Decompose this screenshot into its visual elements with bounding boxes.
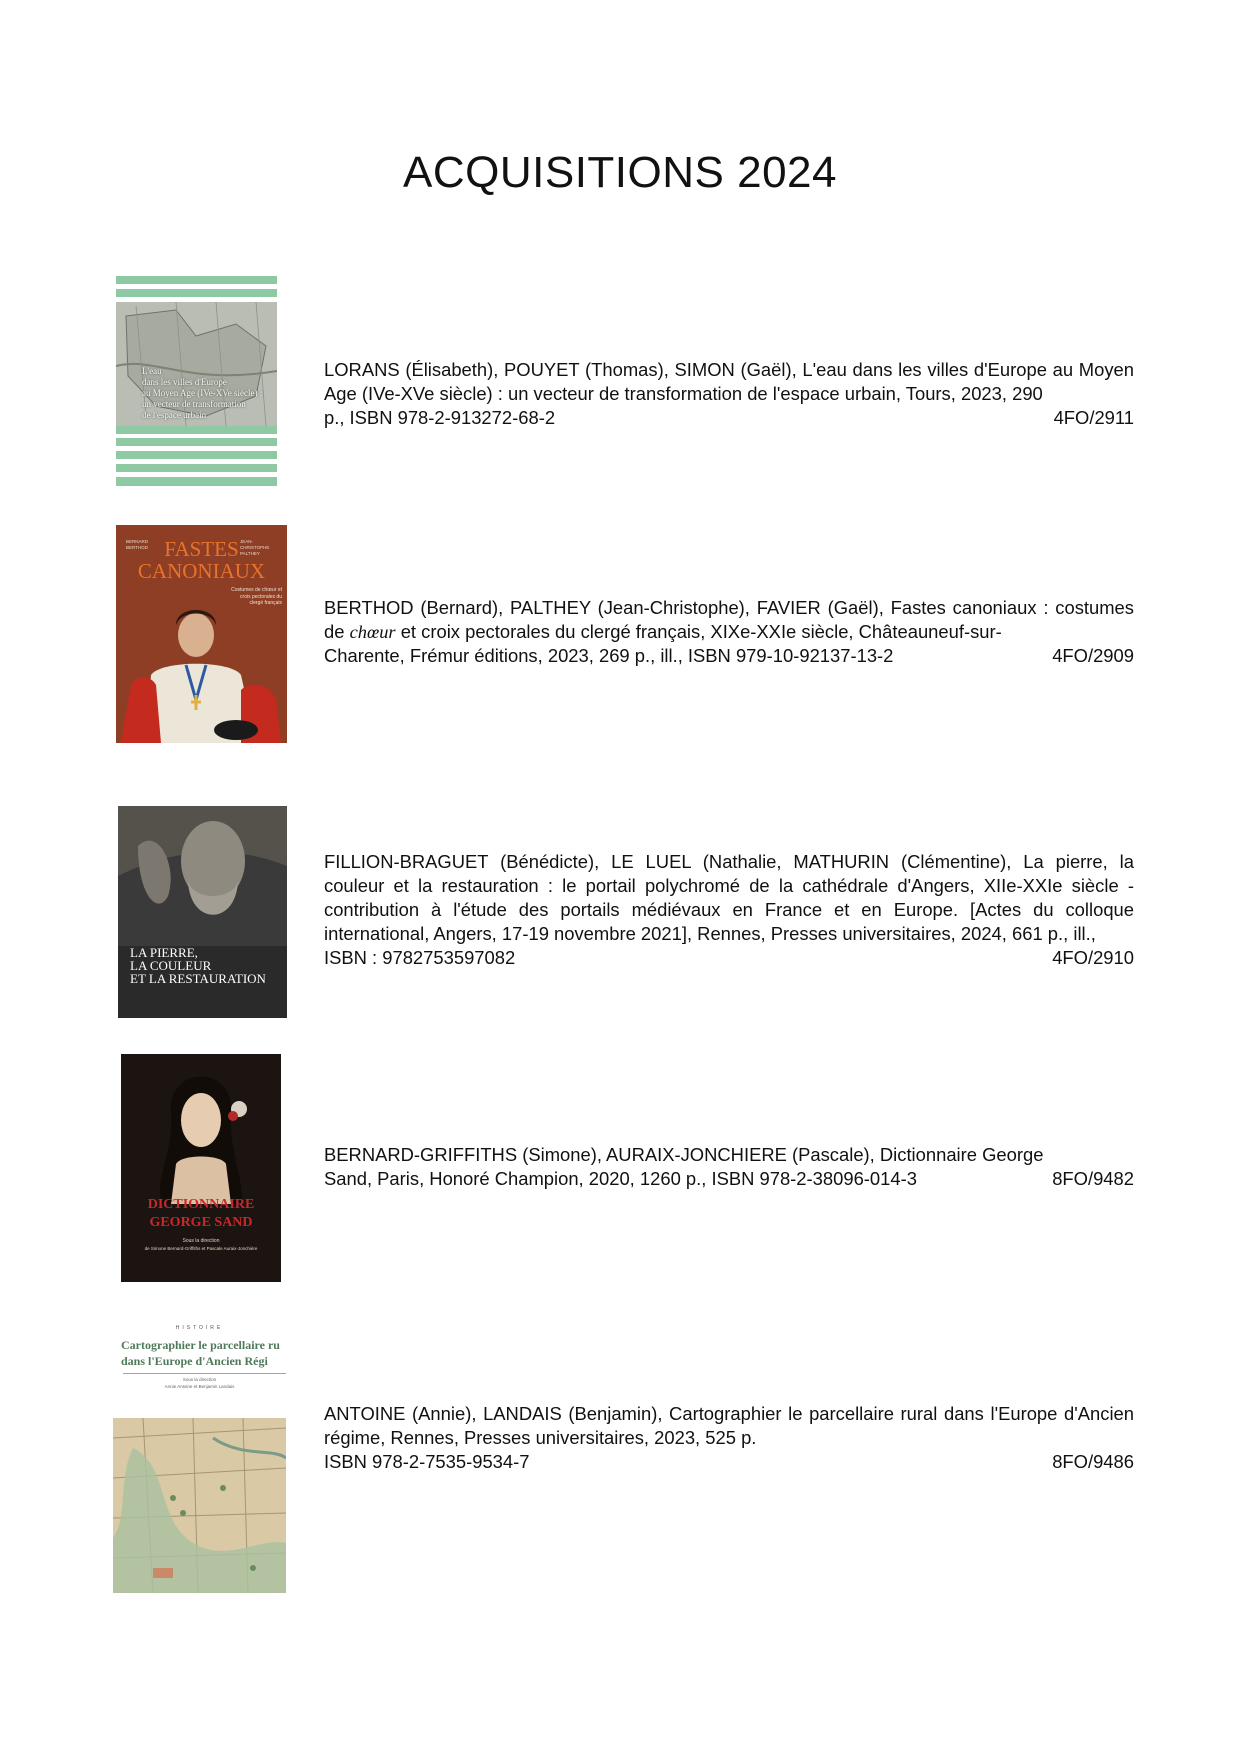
- cover-map-image: [113, 1418, 286, 1593]
- book-cover-george-sand: [121, 1054, 281, 1282]
- cover-credit-2: Annie Antoine et Benjamin Landais: [164, 1384, 235, 1389]
- page-title: ACQUISITIONS 2024: [403, 148, 837, 197]
- cover-credit-1: Sous la direction: [182, 1238, 220, 1244]
- cover-title-1: DICTIONNAIRE: [147, 1197, 255, 1212]
- book-cover-eau-villes: [116, 276, 277, 486]
- citation-text-continued: et croix pectorales du clergé français, XIXe-XXIe siècle, Châteauneuf-sur-: [400, 621, 1002, 642]
- book-cover-pierre-couleur: [118, 806, 287, 1018]
- cover-series: HISTOIRE: [175, 1325, 224, 1331]
- cover-authors-left: BERNARD BERTHOD: [126, 539, 149, 550]
- cover-rule: [123, 1373, 286, 1374]
- cover-title-2: GEORGE SAND: [149, 1215, 253, 1230]
- citation: [324, 596, 1134, 668]
- cover-authors-right: JEAN-CHRISTOPHE PALTHEY: [240, 539, 270, 556]
- citation-isbn: Charente, Frémur éditions, 2023, 269 p., ill., ISBN 979-10-92137-13-2: [324, 645, 894, 666]
- citation-text: ANTOINE (Annie), LANDAIS (Benjamin), Cartographier le parcellaire rural dans l'Europe d'Ancien régime, Rennes, Presses universitaires, 2023, 525 p.: [324, 1403, 1134, 1448]
- cover-title: LA PIERRE, LA COULEUR ET LA RESTAURATION: [130, 945, 266, 986]
- cover-title-2: CANONIAUX: [137, 559, 266, 583]
- citation-italic-word: chœur: [349, 622, 396, 642]
- book-cover-parcellaire: [113, 1320, 286, 1593]
- citation-isbn: Sand, Paris, Honoré Champion, 2020, 1260 p., ISBN 978-2-38096-014-3: [324, 1168, 917, 1189]
- citation: [324, 1143, 1134, 1191]
- cover-credit-2: de Simone Bernard-Griffiths et Pascale Auraix-Jonchière: [144, 1246, 258, 1251]
- cover-title-1: FASTES: [164, 537, 239, 561]
- cover-subtitle: Costumes de chœur et croix pectorales du clergé français: [231, 587, 282, 606]
- citation-text: BERTHOD (Bernard), PALTHEY (Jean-Christophe), FAVIER (Gaël), Fastes canoniaux : costumes de: [324, 597, 1134, 642]
- citation-text: LORANS (Élisabeth), POUYET (Thomas), SIMON (Gaël), L'eau dans les villes d'Europe au Moyen Age (IVe-XVe siècle) : un vecteur de transformation de l'espace urbain, Tours, 2023, 290: [324, 359, 1134, 404]
- citation: [324, 358, 1134, 430]
- shelf-mark: 4FO/2909: [1052, 645, 1134, 666]
- shelf-mark: 4FO/2911: [1053, 407, 1134, 428]
- cover-title: L'eau dans les villes d'Europe au Moyen Age (IVe-XVe siècle) : un vecteur de transformation de l'espace urbain: [142, 366, 263, 420]
- citation-isbn: ISBN 978-2-7535-9534-7: [324, 1451, 530, 1472]
- citation-isbn: ISBN : 9782753597082: [324, 947, 516, 968]
- citation-text: BERNARD-GRIFFITHS (Simone), AURAIX-JONCHIERE (Pascale), Dictionnaire George: [324, 1144, 1044, 1165]
- cover-title-2: dans l'Europe d'Ancien Régi: [121, 1354, 268, 1368]
- cover-credit-1: Sous la direction: [182, 1377, 217, 1382]
- shelf-mark: 4FO/2910: [1052, 947, 1134, 968]
- citation-isbn: p., ISBN 978-2-913272-68-2: [324, 407, 556, 428]
- shelf-mark: 8FO/9486: [1052, 1451, 1134, 1472]
- citation-text: FILLION-BRAGUET (Bénédicte), LE LUEL (Nathalie, MATHURIN (Clémentine), La pierre, la couleur et la restauration : le portail polychromé de la cathédrale d'Angers, XIIe-XXIe siècle - contribution à l'étude des portails médiévaux en France et en Europe. [Actes du colloque international, Angers, 17-19 novembre 2021], Rennes, Presses universitaires, 2024, 661 p., ill.,: [324, 851, 1134, 944]
- shelf-mark: 8FO/9482: [1052, 1168, 1134, 1189]
- citation: [324, 850, 1134, 970]
- citation: [324, 1402, 1134, 1474]
- book-cover-fastes-canoniaux: [116, 525, 287, 743]
- cover-title-1: Cartographier le parcellaire ru: [121, 1338, 280, 1352]
